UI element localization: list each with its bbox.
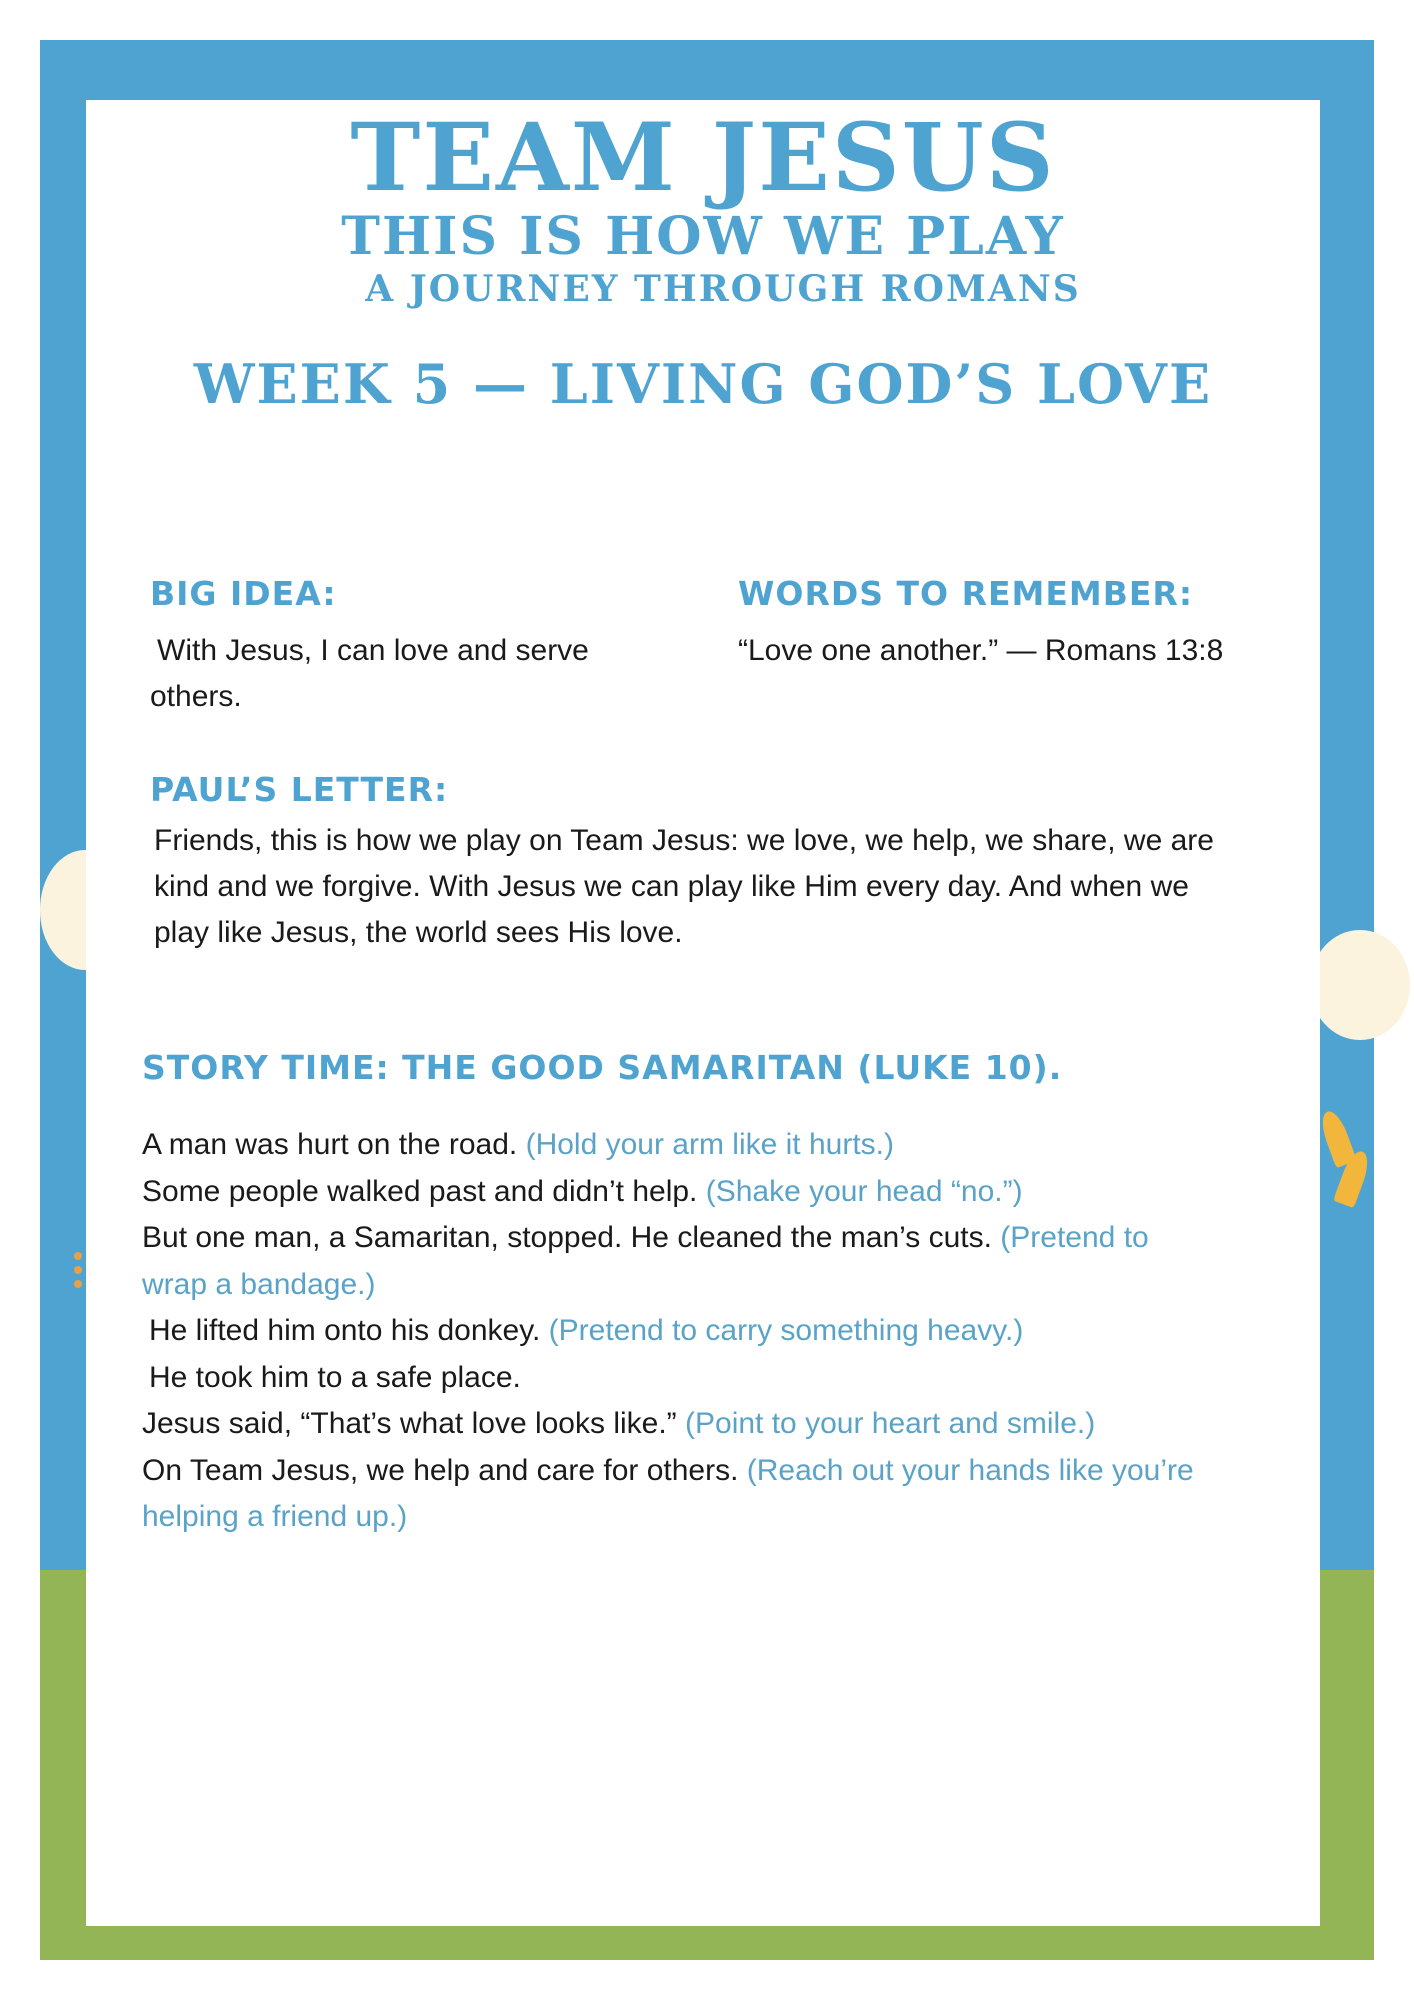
story-label: STORY TIME: THE GOOD SAMARITAN (LUKE 10). bbox=[142, 1048, 1063, 1087]
story-line-action: (Reach out your hands like you’re helping a friend up.) bbox=[142, 1453, 1194, 1533]
story-line bbox=[142, 1215, 1202, 1308]
story-line-text: Jesus said, “That’s what love looks like.” bbox=[142, 1407, 677, 1440]
big-idea-label: BIG IDEA: bbox=[150, 574, 337, 613]
content-panel bbox=[86, 100, 1320, 1926]
story-line-text: But one man, a Samaritan, stopped. He cleaned the man’s cuts. bbox=[142, 1221, 992, 1254]
pauls-letter-text: Friends, this is how we play on Team Jesus: we love, we help, we share, we are kind and we forgive. With Jesus we can play like Him every day. And when we play like Jesus, the world sees His love. bbox=[154, 824, 1214, 949]
words-to-remember-label: WORDS TO REMEMBER: bbox=[738, 574, 1194, 613]
story-line-action: (Point to your heart and smile.) bbox=[685, 1407, 1096, 1440]
story-line bbox=[142, 1401, 1262, 1448]
story-line bbox=[142, 1355, 1262, 1402]
story-line-text: He lifted him onto his donkey. bbox=[149, 1314, 541, 1347]
story-line-text: A man was hurt on the road. bbox=[142, 1128, 518, 1161]
story-line-action: (Pretend to carry something heavy.) bbox=[548, 1314, 1024, 1347]
story-lines bbox=[142, 1122, 1262, 1541]
cloud-right bbox=[1310, 930, 1410, 1040]
story-line-action: (Hold your arm like it hurts.) bbox=[525, 1128, 895, 1161]
story-line bbox=[142, 1122, 1262, 1169]
story-line bbox=[142, 1169, 1262, 1216]
sun-icon bbox=[1320, 1110, 1380, 1230]
story-line-text: He took him to a safe place. bbox=[149, 1360, 521, 1394]
page-tagline: A JOURNEY THROUGH ROMANS bbox=[365, 268, 1081, 310]
story-line bbox=[142, 1448, 1242, 1541]
pauls-letter-label: PAUL’S LETTER: bbox=[150, 770, 449, 809]
page-title: TEAM JESUS bbox=[350, 103, 1056, 213]
story-line-text: On Team Jesus, we help and care for others. bbox=[142, 1453, 739, 1487]
flower-icon bbox=[74, 1252, 86, 1292]
story-line-action: (Shake your head “no.”) bbox=[705, 1174, 1023, 1208]
big-idea-text: With Jesus, I can love and serve others. bbox=[150, 634, 589, 713]
week-heading: WEEK 5 — LIVING GOD’S LOVE bbox=[193, 352, 1213, 416]
story-line bbox=[142, 1308, 1262, 1355]
story-line-text: Some people walked past and didn’t help. bbox=[142, 1174, 698, 1208]
page-subtitle: THIS IS HOW WE PLAY bbox=[341, 206, 1065, 267]
story-line-action: (Pretend to wrap a bandage.) bbox=[142, 1221, 1149, 1301]
words-to-remember-text: “Love one another.” — Romans 13:8 bbox=[738, 634, 1224, 667]
